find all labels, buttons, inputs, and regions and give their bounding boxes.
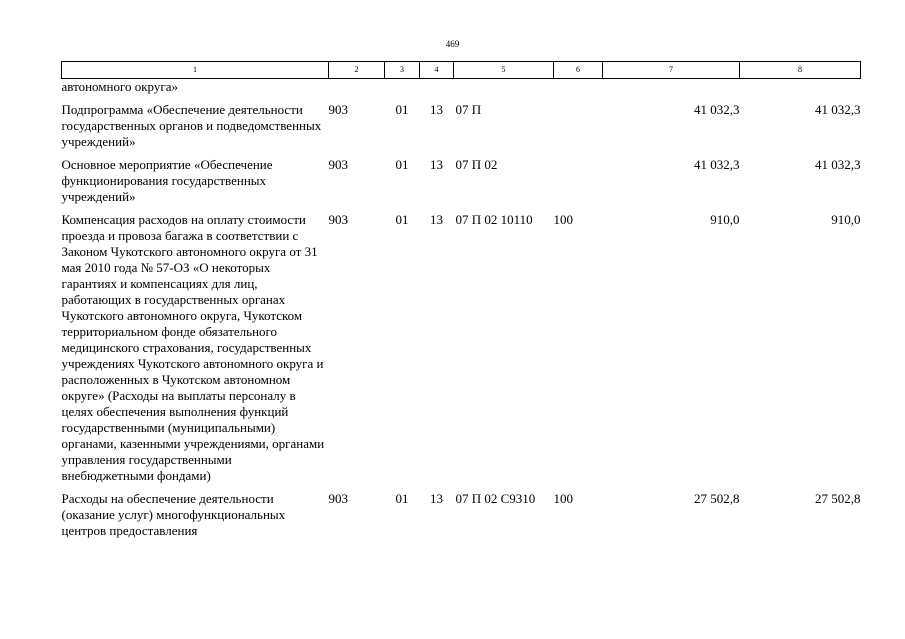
table-row [62,100,861,155]
budget-table [61,61,861,544]
row-vr [554,155,603,210]
row-vr: 100 [553,491,573,506]
row-pr: 13 [430,102,443,117]
page-number: 469 [445,39,460,49]
table-row [62,210,861,489]
column-header: 4 [420,62,454,79]
row-sum2 [740,79,861,101]
row-rz: 01 [395,212,409,227]
row-pr: 13 [430,212,443,227]
column-header: 2 [329,62,385,79]
row-sum2: 27 502,8 [815,491,861,506]
row-gr [329,79,385,101]
table-row [62,79,861,101]
row-csr [454,79,554,101]
row-rz [385,79,420,101]
column-header: 3 [385,62,420,79]
row-sum1: 41 032,3 [694,102,740,117]
row-csr: 07 П 02 10110 [455,212,533,227]
row-gr: 903 [328,212,348,227]
column-header: 5 [454,62,554,79]
row-csr: 07 П 02 [455,157,498,172]
row-csr: 07 П 02 С9310 [455,491,536,506]
row-vr: 100 [553,212,573,227]
row-sum1: 27 502,8 [694,491,740,506]
row-gr: 903 [328,102,348,117]
row-vr [554,79,603,101]
row-gr: 903 [328,491,348,506]
row-name: Подпрограмма «Обеспечение деятельности государственных органов и подведомственных учреждений» [61,102,322,149]
row-name: Компенсация расходов на оплату стоимости проезда и провоза багажа в соответствии с Законом Чукотского автономного округа от 31 мая 2010 года № 57-ОЗ «О некоторых гарантиях и компенсациях для лиц, работающих в государственных органах Чукотского автономного округа, Чукотском территориальном фонде обязательного медицинского страхования, государственных учреждениях Чукотского автономного округа и расположенных в Чукотском автономном округе» (Расходы на выплаты персоналу в целях обеспечения выполнения функций государственными (муниципальными) органами, казенными учреждениями, органами управления государственными внебюджетными фондами) [61,212,325,483]
table-row [62,489,861,544]
column-header: 6 [554,62,603,79]
column-header: 8 [740,62,861,79]
row-sum1 [603,79,740,101]
row-sum2: 41 032,3 [815,157,861,172]
column-header: 1 [62,62,329,79]
table-row [62,155,861,210]
row-name: Основное мероприятие «Обеспечение функционирования государственных учреждений» [61,157,273,204]
row-name: Расходы на обеспечение деятельности (оказание услуг) многофункциональных центров предоставления [61,491,286,538]
row-vr [554,100,603,155]
row-gr: 903 [328,157,348,172]
row-pr: 13 [430,491,443,506]
row-pr [420,79,454,101]
row-name: автономного округа» [61,79,178,94]
row-rz: 01 [395,102,409,117]
row-sum1: 41 032,3 [694,157,740,172]
row-rz: 01 [395,491,409,506]
row-pr: 13 [430,157,443,172]
table-header-row [62,62,861,79]
row-sum2: 41 032,3 [815,102,861,117]
row-sum1: 910,0 [710,212,740,227]
row-sum2: 910,0 [831,212,861,227]
row-rz: 01 [395,157,409,172]
row-csr: 07 П [455,102,482,117]
column-header: 7 [603,62,740,79]
